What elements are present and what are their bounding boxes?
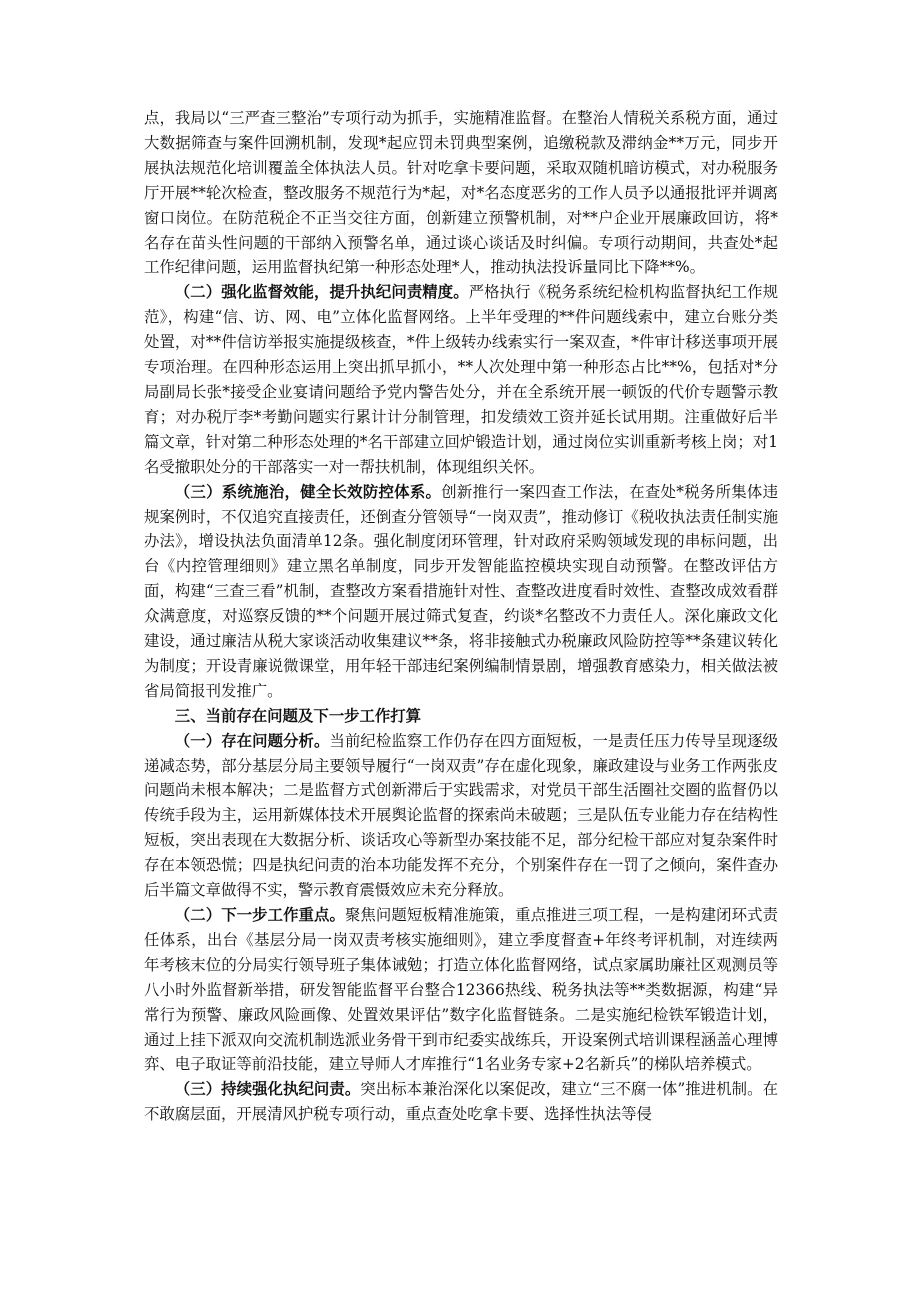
paragraph-text: 严格执行《税务系统纪检机构监督执纪工作规范》，构建“信、访、网、电”立体化监督网络。上半年受理的**件问题线索中，建立台账分类处置，对**件信访举报实施提级核查，*件上级转办线索实行一案双查，*件审计移送事项开展专项治理。在四种形态运用上突出抓早抓小，**人次处理中第一种形态占比**%，包括对*分局副局长张*接受企业宴请问题给予党内警告处分，并在全系统开展一顿饭的代价专题警示教育；对办税厅李*考勤问题实行累计计分制管理，扣发绩效工资并延长试用期。注重做好后半篇文章，针对第二种形态处理的*名干部建立回炉锻造计划，通过岗位实训重新考核上岗；对1名受撤职处分的干部落实一对一帮扶机制，体现组织关怀。 xyxy=(144,283,778,476)
paragraph-problem-analysis xyxy=(144,729,778,903)
paragraph-systematic-governance xyxy=(144,480,778,704)
paragraph-heading: （三）持续强化执纪问责。 xyxy=(174,1080,361,1099)
paragraph-text: 点，我局以“三严查三整治”专项行动为抓手，实施精准监督。在整治人情税关系税方面，通过大数据筛查与案件回溯机制，发现*起应罚未罚典型案例，追缴税款及滞纳金**万元，同步开展执法规范化培训覆盖全体执法人员。针对吃拿卡要问题，采取双随机暗访模式，对办税服务厅开展**轮次检查，整改服务不规范行为*起，对*名态度恶劣的工作人员予以通报批评并调离窗口岗位。在防范税企不正当交往方面，创新建立预警机制，对**户企业开展廉政回访，将*名存在苗头性问题的干部纳入预警名单，通过谈心谈话及时纠偏。专项行动期间，共查处*起工作纪律问题，运用监督执纪第一种形态处理*人，推动执法投诉量同比下降**%。 xyxy=(144,109,778,277)
paragraph-continuation xyxy=(144,106,778,280)
paragraph-text: 当前纪检监察工作仍存在四方面短板，一是责任压力传导呈现逐级递减态势，部分基层分局主要领导履行“一岗双责”存在虚化现象，廉政建设与业务工作两张皮问题尚未根本解决；二是监督方式创新滞后于实践需求，对党员干部生活圈社交圈的监督仍以传统手段为主，运用新媒体技术开展舆论监督的探索尚未破题；三是队伍专业能力存在结构性短板，突出表现在大数据分析、谈话攻心等新型办案技能不足，部分纪检干部应对复杂案件时存在本领恐慌；四是执纪问责的治本功能发挥不充分，个别案件存在一罚了之倾向，案件查办后半篇文章做得不实，警示教育震慑效应未充分释放。 xyxy=(144,731,778,900)
paragraph-heading: （二）下一步工作重点。 xyxy=(174,906,345,924)
document-page xyxy=(144,106,778,1127)
paragraph-text: 突出标本兼治深化以案促改，建立“三不腐一体”推进机制。在不敢腐层面，开展清风护税专项行动，重点查处吃拿卡要、选择性执法等侵 xyxy=(144,1080,778,1124)
paragraph-heading: （二）强化监督效能，提升执纪问责精度。 xyxy=(174,283,469,302)
paragraph-strengthen-supervision xyxy=(144,280,778,479)
paragraph-heading: （三）系统施治，健全长效防控体系。 xyxy=(174,482,442,501)
paragraph-text: 创新推行一案四查工作法，在查处*税务所集体违规案例时，不仅追究直接责任，还倒查分管领导“一岗双责”，推动修订《税收执法责任制实施办法》，增设执法负面清单12条。强化制度闭环管理，针对政府采购领域发现的串标问题，出台《内控管理细则》建立黑名单制度，同步开发智能监控模块实现自动预警。在整改评估方面，构建“三查三看”机制，查整改方案看措施针对性、查整改进度看时效性、查整改成效看群众满意度，对巡察反馈的**个问题开展过筛式复查，约谈*名整改不力责任人。深化廉政文化建设，通过廉洁从税大家谈活动收集建议**条，将非接触式办税廉政风险防控等**条建议转化为制度；开设青廉说微课堂，用年轻干部违纪案例编制情景剧，增强教育感染力，相关做法被省局简报刊发推广。 xyxy=(144,482,778,700)
paragraph-text: 聚焦问题短板精准施策，重点推进三项工程，一是构建闭环式责任体系，出台《基层分局一岗双责考核实施细则》，建立季度督查+年终考评机制，对连续两年考核末位的分局实行领导班子集体诫勉；打造立体化监督网络，试点家属助廉社区观测员等八小时外监督新举措，研发智能监督平台整合12366热线、税务执法等**类数据源，构建“异常行为预警、廉政风险画像、处置效果评估”数字化监督链条。二是实施纪检铁军锻造计划，通过上挂下派双向交流机制选派业务骨干到市纪委实战练兵，开设案例式培训课程涵盖心理博弈、电子取证等前沿技能，建立导师人才库推行“1名业务专家+2名新兵”的梯队培养模式。 xyxy=(144,906,778,1074)
paragraph-next-steps xyxy=(144,903,778,1077)
paragraph-heading: （一）存在问题分析。 xyxy=(174,731,330,750)
paragraph-accountability xyxy=(144,1077,778,1127)
section-heading: 三、当前存在问题及下一步工作打算 xyxy=(174,706,422,725)
